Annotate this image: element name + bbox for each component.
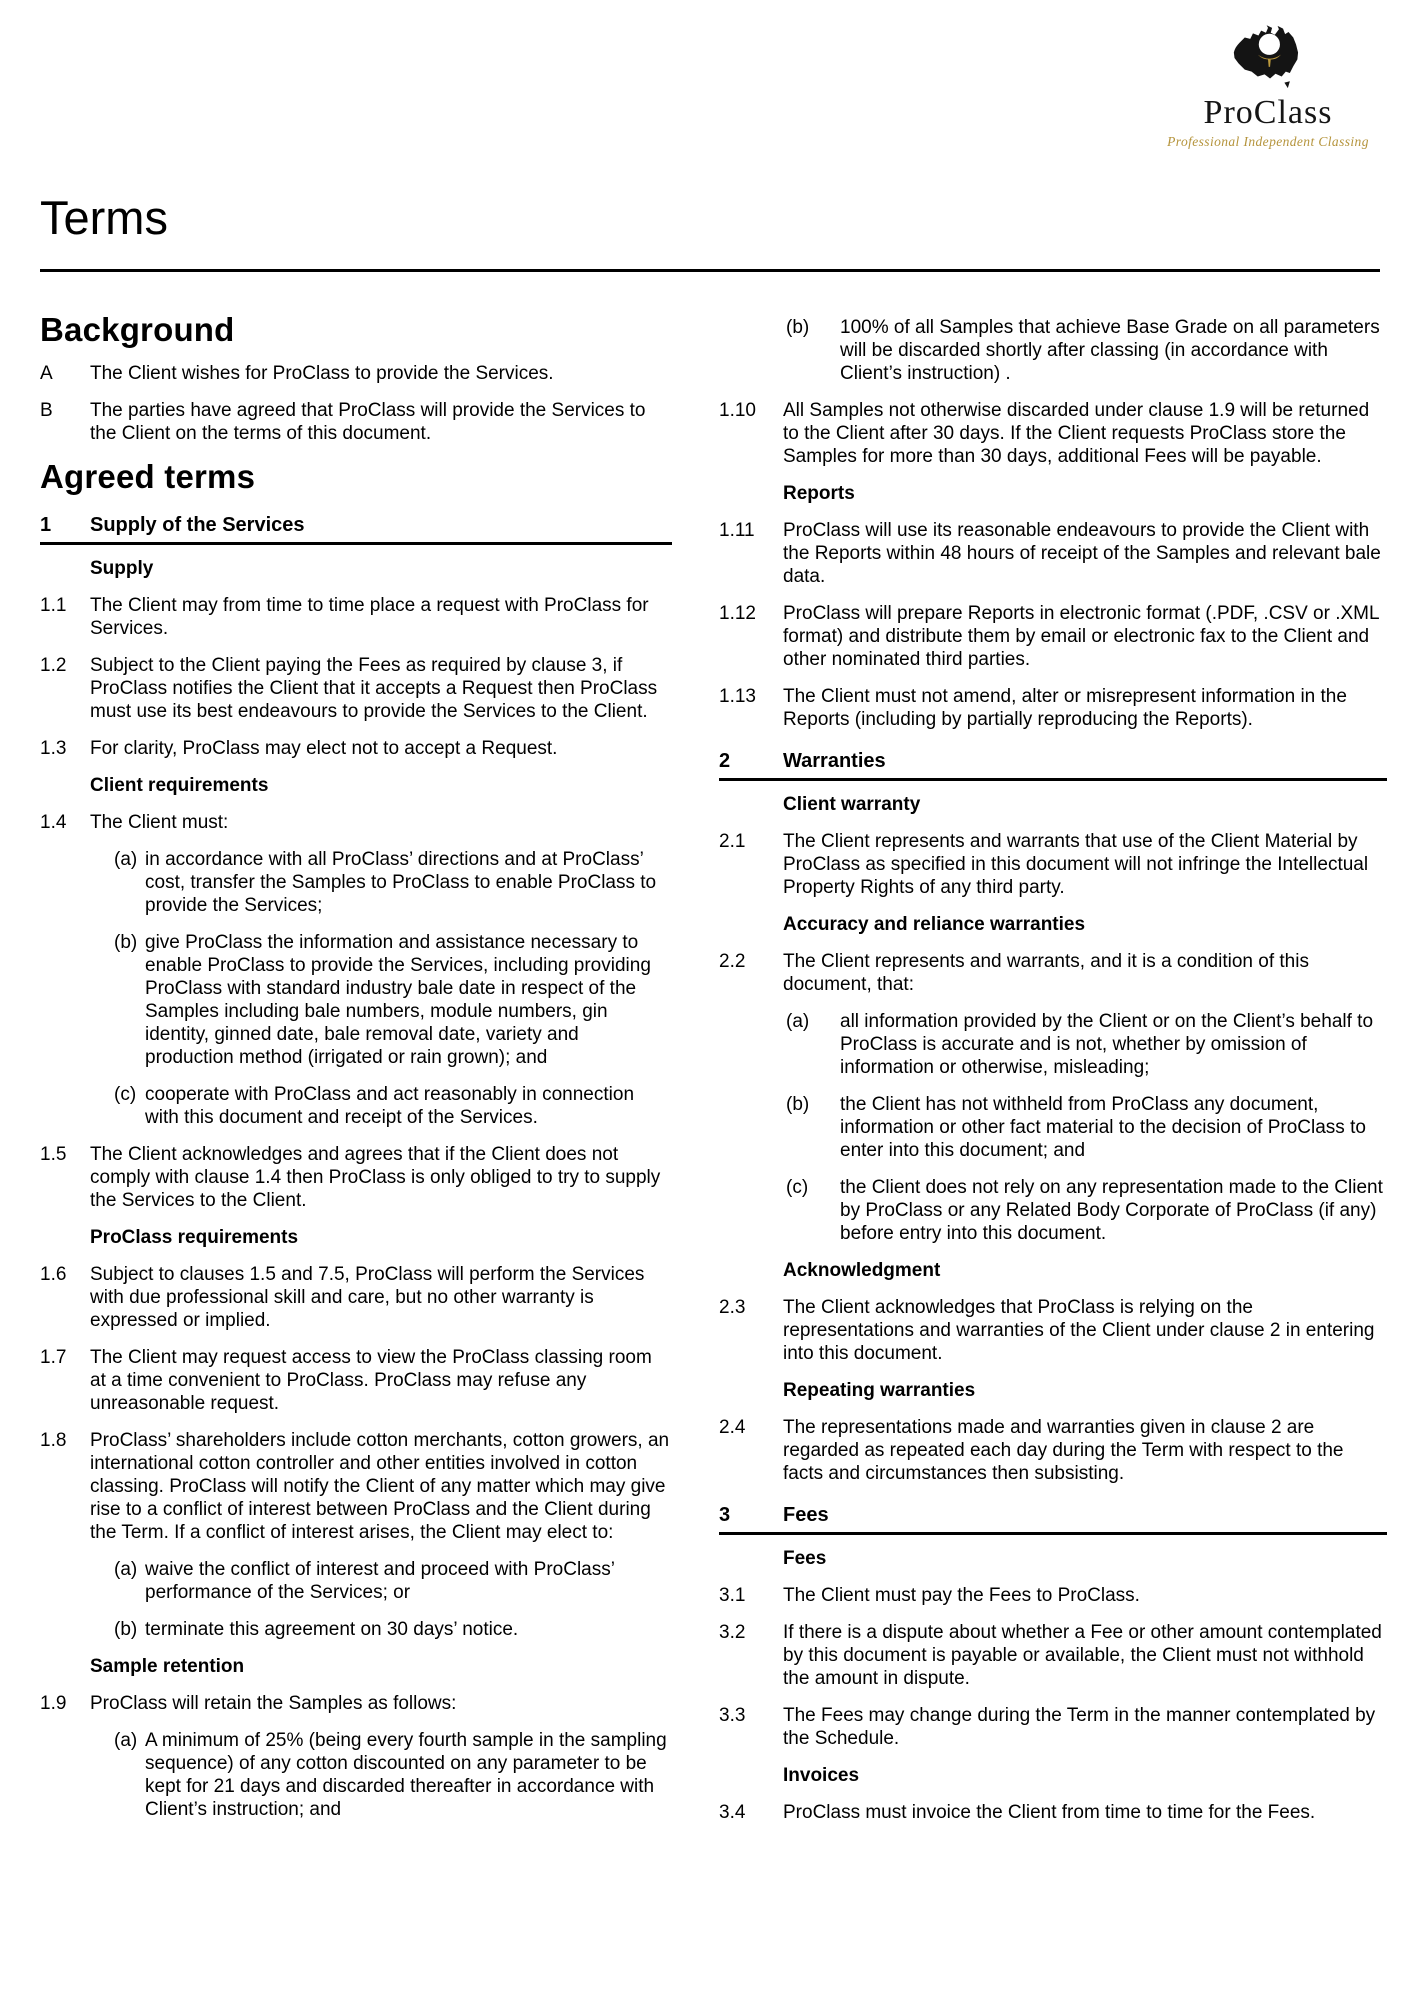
clause-number: 1.8	[40, 1430, 67, 1451]
section-number: 2	[719, 750, 731, 772]
clause-1-9	[40, 1692, 672, 1715]
subclause-1-9-a	[114, 1729, 672, 1821]
section-2-heading	[719, 749, 1387, 781]
subclause-text: 100% of all Samples that achieve Base Grade on all parameters will be discarded shortly after classing (in accordance with Client’s instruction) .	[840, 317, 1380, 384]
clause-text: If there is a dispute about whether a Fee or other amount contemplated by this document is payable or available, the Client must not withhold the amount in dispute.	[783, 1622, 1382, 1689]
logo-tagline: Professional Independent Classing	[1167, 134, 1369, 149]
clause-text: ProClass will prepare Reports in electronic format (.PDF, .CSV or .XML format) and distribute them by email or electronic fax to the Client and other nominated third parties.	[783, 603, 1379, 670]
clause-number: 1.10	[719, 400, 756, 421]
recital-b	[40, 399, 672, 445]
clause-text: ProClass’ shareholders include cotton merchants, cotton growers, an international cotton controller and other entities involved in cotton classing. ProClass will notify the Client of any matter which may give rise to a conflict of interest between ProClass and the Client during the Term. If a conflict of interest arises, the Client may elect to:	[90, 1430, 670, 1543]
clause-text: The Client acknowledges that ProClass is relying on the representations and warranties of the Client under clause 2 in entering into this document.	[783, 1297, 1375, 1364]
subclause-text: in accordance with all ProClass’ directions and at ProClass’ cost, transfer the Samples to ProClass to enable ProClass to provide the Services;	[145, 849, 657, 916]
clause-text: The representations made and warranties given in clause 2 are regarded as repeated each day during the Term with respect to the facts and circumstances then subsisting.	[783, 1417, 1344, 1484]
clause-number: 2.1	[719, 831, 746, 852]
subclause-1-4-b	[114, 931, 672, 1069]
subheading-proclass-requirements: ProClass requirements	[90, 1227, 299, 1248]
clause-number: 1.11	[719, 520, 755, 541]
clause-number: 1.9	[40, 1693, 67, 1714]
clause-1-6	[40, 1263, 672, 1332]
subclause-label: (c)	[114, 1084, 137, 1105]
clause-text: The Client wishes for ProClass to provide the Services.	[90, 363, 554, 384]
clause-1-11	[719, 519, 1387, 588]
section-title: Fees	[783, 1504, 829, 1526]
clause-number: 2.3	[719, 1297, 746, 1318]
subclause-label: (b)	[786, 317, 810, 338]
subheading-client-requirements: Client requirements	[90, 775, 269, 796]
clause-text: The Client represents and warrants that use of the Client Material by ProClass as specified in this document will not infringe the Intellectual Property Rights of any third party.	[783, 831, 1369, 898]
clause-2-1	[719, 830, 1387, 899]
agreed-terms-heading: Agreed terms	[40, 458, 256, 495]
subclause-label: (a)	[786, 1011, 810, 1032]
subheading-supply: Supply	[90, 558, 154, 579]
recital-a	[40, 362, 672, 385]
subclause-1-4-c	[114, 1083, 672, 1129]
subheading-client-warranty: Client warranty	[783, 794, 921, 815]
subclause-label: (c)	[786, 1177, 809, 1198]
clause-number: 1.4	[40, 812, 67, 833]
left-column	[40, 312, 672, 1835]
subclause-text: cooperate with ProClass and act reasonably in connection with this document and receipt of the Services.	[145, 1084, 635, 1128]
subclause-text: waive the conflict of interest and proceed with ProClass’ performance of the Services; or	[145, 1559, 615, 1603]
subclause-text: all information provided by the Client or on the Client’s behalf to ProClass is accurate and is not, whether by omission of information or otherwise, misleading;	[840, 1011, 1374, 1078]
page-title: Terms	[40, 191, 168, 244]
clause-1-5	[40, 1143, 672, 1212]
clause-1-12	[719, 602, 1387, 671]
subheading-reports: Reports	[783, 483, 855, 504]
clause-number: 1.7	[40, 1347, 67, 1368]
subheading-acknowledgment: Acknowledgment	[783, 1260, 941, 1281]
clause-number: 2.4	[719, 1417, 746, 1438]
subclause-1-9-b	[786, 316, 1387, 385]
clause-1-8	[40, 1429, 672, 1544]
clause-number: 1.2	[40, 655, 67, 676]
clause-3-2	[719, 1621, 1387, 1690]
clause-text: The Client may request access to view the ProClass classing room at a time convenient to ProClass. ProClass may refuse any unreasonable request.	[90, 1347, 652, 1414]
clause-number: 3.2	[719, 1622, 746, 1643]
subclause-1-4-a	[114, 848, 672, 917]
logo-brand-text: ProClass	[1203, 94, 1333, 131]
clause-number: 1.5	[40, 1144, 67, 1165]
background-heading: Background	[40, 311, 235, 348]
clause-text: The Client acknowledges and agrees that if the Client does not comply with clause 1.4 then ProClass is only obliged to try to supply the Services to the Client.	[90, 1144, 661, 1211]
section-title: Supply of the Services	[90, 514, 305, 536]
subclause-1-8-b	[114, 1618, 672, 1641]
subclause-label: (b)	[786, 1094, 810, 1115]
clause-1-3	[40, 737, 672, 760]
clause-text: Subject to the Client paying the Fees as required by clause 3, if ProClass notifies the Client that it accepts a Request then ProClass must use its best endeavours to provide the Services to the Client.	[90, 655, 658, 722]
clause-text: The parties have agreed that ProClass will provide the Services to the Client on the terms of this document.	[90, 400, 646, 444]
clause-number: 1.3	[40, 738, 67, 759]
clause-text: The Client must:	[90, 812, 229, 833]
subclause-2-2-c	[786, 1176, 1387, 1245]
subclause-text: the Client has not withheld from ProClass any document, information or other fact material to the decision of ProClass to enter into this document; and	[840, 1094, 1366, 1161]
clause-3-3	[719, 1704, 1387, 1750]
clause-3-1	[719, 1584, 1387, 1607]
clause-text: For clarity, ProClass may elect not to accept a Request.	[90, 738, 558, 759]
clause-1-7	[40, 1346, 672, 1415]
section-1-heading	[40, 513, 672, 545]
clause-number: 1.1	[40, 595, 67, 616]
clause-2-4	[719, 1416, 1387, 1485]
subclause-label: (a)	[114, 1730, 138, 1751]
clause-number: 1.6	[40, 1264, 67, 1285]
subheading-repeating-warranties: Repeating warranties	[783, 1380, 976, 1401]
clause-1-10	[719, 399, 1387, 468]
clause-text: The Fees may change during the Term in the manner contemplated by the Schedule.	[783, 1705, 1376, 1749]
clause-number: 3.1	[719, 1585, 746, 1606]
clause-number: 2.2	[719, 951, 746, 972]
subclause-2-2-a	[786, 1010, 1387, 1079]
clause-text: The Client must pay the Fees to ProClass.	[783, 1585, 1140, 1606]
section-3-heading	[719, 1503, 1387, 1535]
subclause-label: (b)	[114, 932, 138, 953]
clause-number: 3.4	[719, 1802, 746, 1823]
clause-number: A	[40, 363, 53, 384]
subclause-2-2-b	[786, 1093, 1387, 1162]
subclause-text: terminate this agreement on 30 days’ notice.	[145, 1619, 519, 1640]
subclause-text: give ProClass the information and assistance necessary to enable ProClass to provide the Services, including providing ProClass with standard industry bale date in respect of the Samples including bale numbers, module numbers, gin identity, ginned date, bale removal date, variety and production method (irrigated or rain grown); and	[145, 932, 651, 1068]
subclause-label: (b)	[114, 1619, 138, 1640]
clause-1-4	[40, 811, 672, 834]
clause-3-4	[719, 1801, 1387, 1824]
title-divider-rule	[40, 269, 1380, 272]
clause-1-2	[40, 654, 672, 723]
clause-2-3	[719, 1296, 1387, 1365]
clause-text: Subject to clauses 1.5 and 7.5, ProClass will perform the Services with due professional skill and care, but no other warranty is expressed or implied.	[90, 1264, 645, 1331]
clause-text: ProClass will use its reasonable endeavours to provide the Client with the Reports within 48 hours of receipt of the Samples and relevant bale data.	[783, 520, 1381, 587]
section-number: 3	[719, 1504, 731, 1526]
clause-text: The Client may from time to time place a request with ProClass for Services.	[90, 595, 649, 639]
section-title: Warranties	[783, 750, 886, 772]
clause-2-2	[719, 950, 1387, 996]
right-column	[719, 316, 1387, 1838]
clause-number: B	[40, 400, 53, 421]
subclause-text: the Client does not rely on any representation made to the Client by ProClass or any Related Body Corporate of ProClass (if any) before entry into this document.	[840, 1177, 1383, 1244]
proclass-logo	[1158, 22, 1378, 149]
subclause-label: (a)	[114, 849, 138, 870]
clause-number: 1.13	[719, 686, 756, 707]
section-number: 1	[40, 514, 52, 536]
australia-map-cotton-icon	[1227, 22, 1309, 94]
subheading-fees: Fees	[783, 1548, 827, 1569]
clause-text: All Samples not otherwise discarded under clause 1.9 will be returned to the Client after 30 days. If the Client requests ProClass store the Samples for more than 30 days, additional Fees will be payable.	[783, 400, 1370, 467]
clause-number: 1.12	[719, 603, 756, 624]
clause-1-1	[40, 594, 672, 640]
subclause-text: A minimum of 25% (being every fourth sample in the sampling sequence) of any cotton discounted on any parameter to be kept for 21 days and discarded thereafter in accordance with Client’s instruction; and	[145, 1730, 667, 1820]
subheading-accuracy-warranties: Accuracy and reliance warranties	[783, 914, 1086, 935]
clause-text: The Client must not amend, alter or misrepresent information in the Reports (including by partially reproducing the Reports).	[783, 686, 1347, 730]
subclause-label: (a)	[114, 1559, 138, 1580]
subheading-sample-retention: Sample retention	[90, 1656, 245, 1677]
clause-text: ProClass must invoice the Client from time to time for the Fees.	[783, 1802, 1316, 1823]
clause-number: 3.3	[719, 1705, 746, 1726]
subclause-1-8-a	[114, 1558, 672, 1604]
clause-text: The Client represents and warrants, and it is a condition of this document, that:	[783, 951, 1309, 995]
subheading-invoices: Invoices	[783, 1765, 860, 1786]
clause-1-13	[719, 685, 1387, 731]
clause-text: ProClass will retain the Samples as follows:	[90, 1693, 457, 1714]
